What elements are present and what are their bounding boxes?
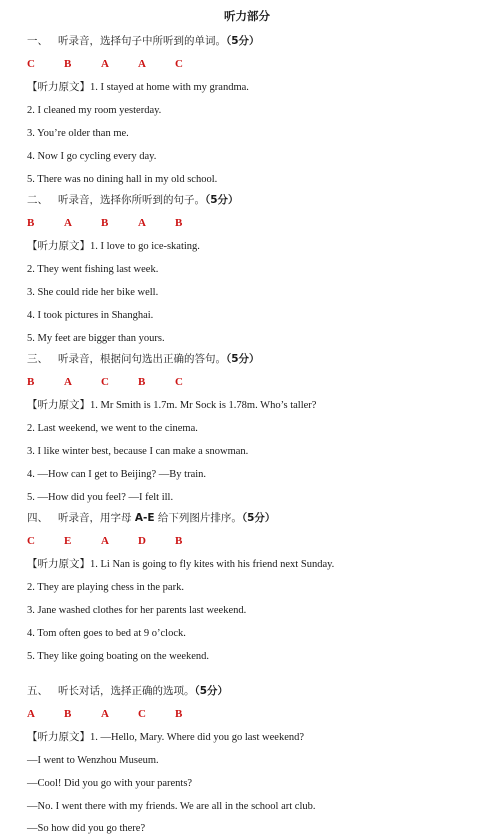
answer: B — [175, 708, 183, 720]
answer: A — [27, 708, 35, 720]
section-5-heading — [27, 685, 228, 698]
section-score: （5分） — [241, 512, 276, 524]
transcript-tag: 【听力原文】 — [27, 731, 90, 743]
section-score: （5分） — [226, 35, 260, 47]
transcript-line — [27, 240, 200, 253]
transcript-line: 5. They like going boating on the weekend. — [27, 651, 210, 662]
answer: C — [138, 708, 146, 720]
transcript-text: 1. —Hello, Mary. Where did you go last weekend? — [90, 732, 305, 743]
transcript-line: 5. —How did you feel? —I felt ill. — [27, 492, 174, 503]
transcript-line: 3. I like winter best, because I can make a snowman. — [27, 446, 249, 457]
section-score: （5分） — [194, 685, 229, 697]
section-instruction: 听录音，用字母 — [58, 512, 135, 524]
transcript-line: 5. My feet are bigger than yours. — [27, 333, 165, 344]
section-number: 二、 — [27, 194, 48, 206]
answer: A — [64, 217, 72, 229]
transcript-line: 2. Last weekend, we went to the cinema. — [27, 423, 198, 434]
section-3-answers — [27, 376, 212, 389]
answer: C — [27, 535, 35, 547]
transcript-text: 1. I love to go ice-skating. — [90, 241, 200, 252]
section-4-answers — [27, 535, 212, 548]
page-title: 听力部分 — [224, 9, 270, 23]
transcript-line — [27, 81, 249, 94]
section-score: （5分） — [226, 353, 260, 365]
section-5-answers — [27, 708, 212, 721]
transcript-tag: 【听力原文】 — [27, 558, 90, 570]
transcript-line: 2. They went fishing last week. — [27, 264, 159, 275]
section-number: 四、 — [27, 512, 48, 524]
transcript-line: —So how did you go there? — [27, 823, 146, 834]
answer: A — [101, 708, 109, 720]
transcript-line — [27, 731, 304, 744]
answer: A — [101, 58, 109, 70]
section-3-heading — [27, 353, 260, 366]
answer: A — [138, 58, 146, 70]
answer: B — [175, 217, 183, 229]
transcript-text: 1. I stayed at home with my grandma. — [90, 82, 249, 93]
section-2-answers — [27, 217, 212, 230]
section-2-heading — [27, 194, 239, 207]
transcript-tag: 【听力原文】 — [27, 81, 90, 93]
answer: D — [138, 535, 146, 547]
transcript-line — [27, 558, 334, 571]
transcript-line: —I went to Wenzhou Museum. — [27, 755, 159, 766]
transcript-line: 3. You’re older than me. — [27, 128, 129, 139]
section-number: 五、 — [27, 685, 48, 697]
answer: B — [27, 217, 35, 229]
section-instruction: 听录音，选择句子中所听到的单词。 — [58, 35, 226, 47]
transcript-text: 1. Mr Smith is 1.7m. Mr Sock is 1.78m. Who’s taller? — [90, 400, 317, 411]
answer: C — [27, 58, 35, 70]
answer: C — [101, 376, 109, 388]
transcript-line: 4. —How can I get to Beijing? —By train. — [27, 469, 207, 480]
answer: A — [64, 376, 72, 388]
answer: C — [175, 376, 183, 388]
answer: B — [64, 58, 72, 70]
section-1-answers — [27, 58, 212, 71]
answer: B — [27, 376, 35, 388]
transcript-tag: 【听力原文】 — [27, 240, 90, 252]
answer: A — [138, 217, 146, 229]
transcript-line: 2. I cleaned my room yesterday. — [27, 105, 162, 116]
answer: B — [175, 535, 183, 547]
answer: C — [175, 58, 183, 70]
transcript-line: 5. There was no dining hall in my old school. — [27, 174, 218, 185]
section-1-heading — [27, 35, 260, 48]
section-number: 三、 — [27, 353, 48, 365]
transcript-text: 1. Li Nan is going to fly kites with his friend next Sunday. — [90, 559, 335, 570]
transcript-line: —Cool! Did you go with your parents? — [27, 778, 193, 789]
transcript-line: 4. I took pictures in Shanghai. — [27, 310, 154, 321]
section-instruction: 听录音，选择你所听到的句子。 — [58, 194, 205, 206]
section-score: （5分） — [205, 194, 239, 206]
section-instruction: 听长对话，选择正确的选项。 — [58, 685, 195, 697]
answer: E — [64, 535, 72, 547]
section-4-heading — [27, 512, 275, 525]
section-instruction-bold: A-E — [134, 512, 155, 524]
answer: B — [138, 376, 146, 388]
section-number: 一、 — [27, 35, 48, 47]
transcript-line: —No. I went there with my friends. We are all in the school art club. — [27, 801, 316, 812]
answer: B — [101, 217, 109, 229]
transcript-line: 4. Now I go cycling every day. — [27, 151, 157, 162]
section-instruction-rest: 给下列图片排序。 — [154, 512, 242, 524]
transcript-line: 4. Tom often goes to bed at 9 o’clock. — [27, 628, 186, 639]
answer: B — [64, 708, 72, 720]
section-instruction: 听录音，根据问句选出正确的答句。 — [58, 353, 226, 365]
transcript-line: 3. Jane washed clothes for her parents last weekend. — [27, 605, 247, 616]
transcript-tag: 【听力原文】 — [27, 399, 90, 411]
transcript-line: 3. She could ride her bike well. — [27, 287, 159, 298]
transcript-line — [27, 399, 316, 412]
answer: A — [101, 535, 109, 547]
transcript-line: 2. They are playing chess in the park. — [27, 582, 184, 593]
